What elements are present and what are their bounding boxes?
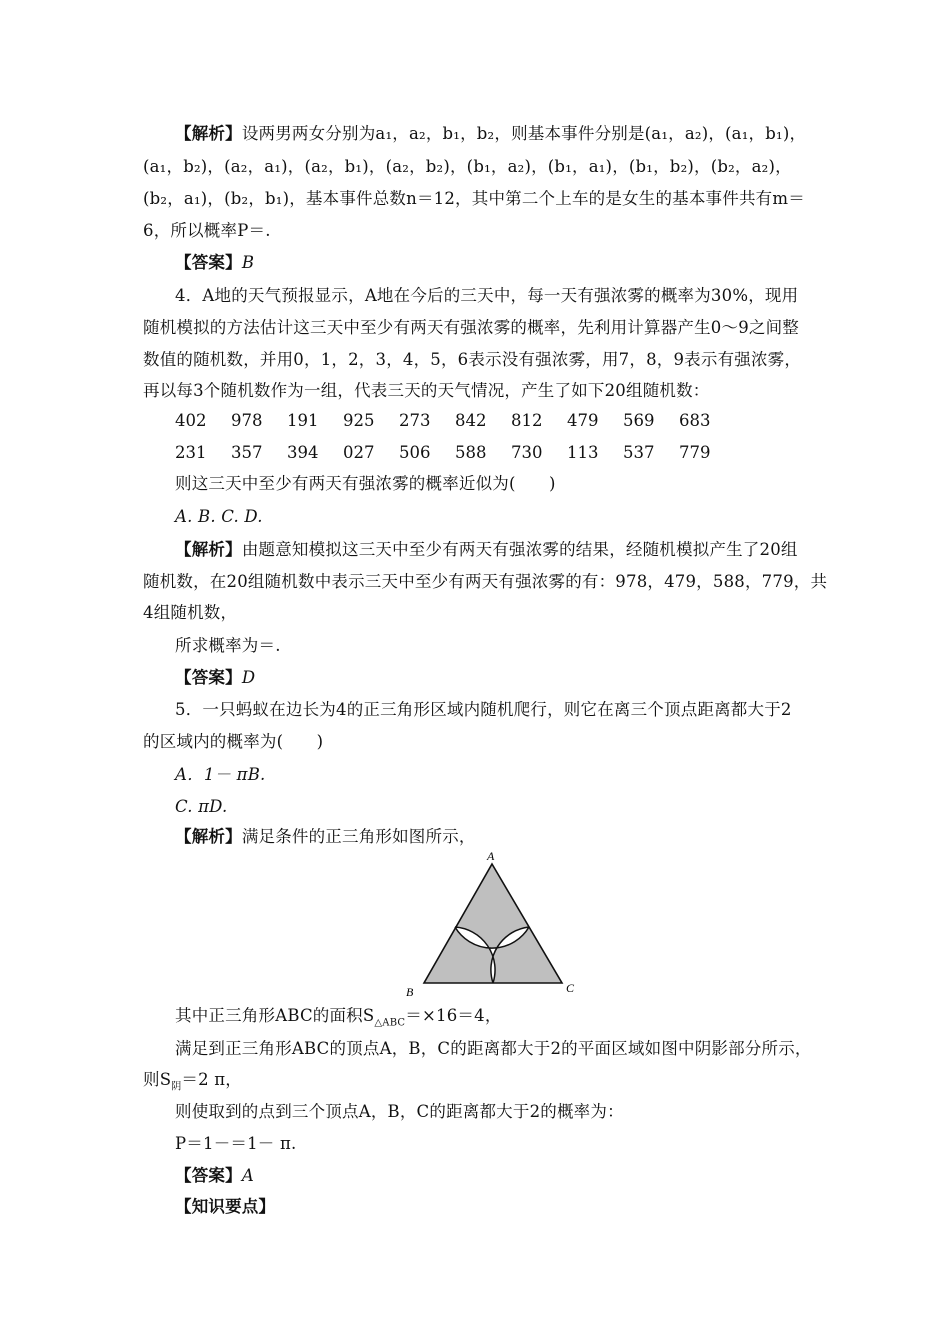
shaded-region [424, 864, 562, 983]
q3-analysis-line-3: (b₂，a₁)，(b₂，b₁)，基本事件总数n＝12，其中第二个上车的是女生的基本事件共有m＝ [143, 189, 805, 208]
q4-analysis-line-2: 随机数，在20组随机数中表示三天中至少有两天有强浓雾的有：978，479，588，779，共 [143, 572, 828, 591]
vertex-label-c: C [566, 981, 575, 995]
answer-label: 【答案】 [175, 253, 242, 272]
answer-label: 【答案】 [175, 1166, 242, 1185]
answer-value: B [241, 253, 255, 272]
analysis-label: 【解析】 [175, 540, 242, 559]
random-number: 479 [567, 411, 599, 430]
q3-answer [175, 248, 855, 278]
random-number: 978 [231, 411, 263, 430]
q5-answer [175, 1161, 855, 1191]
random-number: 113 [567, 443, 599, 462]
vertex-label-b: B [406, 985, 414, 999]
q4-result: 所求概率为＝. [175, 636, 281, 655]
analysis-label: 【解析】 [175, 827, 242, 846]
random-number: 588 [455, 443, 487, 462]
random-numbers-row-1 [175, 406, 735, 436]
triangle-figure [400, 846, 590, 1002]
q3-analysis-line-1: 【解析】设两男两女分别为a₁，a₂，b₁，b₂，则基本事件分别是(a₁，a₂)，(a₁，b₁)， [175, 124, 807, 143]
area-subscript: △ABC [374, 1017, 406, 1029]
q5-options-line-1: A．1－ πB. [175, 765, 266, 784]
random-number: 273 [399, 411, 431, 430]
random-number: 730 [511, 443, 543, 462]
random-number: 925 [343, 411, 375, 430]
q4-stem-line-4: 再以每3个随机数作为一组，代表三天的天气情况，产生了如下20组随机数： [143, 381, 710, 400]
random-number: 842 [455, 411, 487, 430]
q5-shade-area: 则$S_阴=2$ π， [143, 1070, 243, 1093]
q5-shade-line: 满足到正三角形ABC的顶点A，B，C的距离都大于2的平面区域如图中阴影部分所示， [175, 1039, 812, 1058]
answer-label: 【答案】 [175, 668, 242, 687]
q4-question: 则这三天中至少有两天有强浓雾的概率近似为( ) [175, 474, 556, 493]
q4-stem-line-1: 4．A地的天气预报显示，A地在今后的三天中，每一天有强浓雾的概率为30%，现用 [175, 286, 799, 305]
q4-analysis-line-3: 4组随机数， [143, 603, 238, 622]
q3-analysis-line-4: 6，所以概率P＝. [143, 221, 271, 240]
q5-analysis-intro: 【解析】满足条件的正三角形如图所示， [175, 827, 476, 846]
random-number: 231 [175, 443, 207, 462]
q5-stem-line-1: 5．一只蚂蚁在边长为4的正三角形区域内随机爬行，则它在离三个顶点距离都大于2 [175, 700, 792, 719]
random-number: 683 [679, 411, 711, 430]
q4-analysis-line-1: 【解析】由题意知模拟这三天中至少有两天有强浓雾的结果，经随机模拟产生了20组 [175, 540, 798, 559]
random-numbers-row-2 [175, 438, 735, 468]
shade-subscript: 阴 [171, 1081, 182, 1093]
random-number: 537 [623, 443, 655, 462]
q5-area-line: 其中正三角形ABC的面积$S_{\triangle ABC}=\times 16=4$， [175, 1006, 502, 1029]
random-number: 402 [175, 411, 207, 430]
random-number: 394 [287, 443, 319, 462]
q4-answer [175, 663, 855, 693]
q5-prob-line: 则使取到的点到三个顶点A，B，C的距离都大于2的概率为： [175, 1102, 624, 1121]
q5-prob-formula: P＝1－＝1－ π. [175, 1134, 297, 1153]
q4-stem-line-3: 数值的随机数，并用0，1，2，3，4，5，6表示没有强浓雾，用7，8，9表示有强浓雾， [143, 350, 802, 369]
q5-stem-line-2: 的区域内的概率为( ) [143, 732, 324, 751]
q4-stem-line-2: 随机模拟的方法估计这三天中至少有两天有强浓雾的概率，先利用计算器产生0～9之间整 [143, 318, 799, 337]
random-number: 569 [623, 411, 655, 430]
q3-analysis-line-2: (a₁，b₂)，(a₂，a₁)，(a₂，b₁)，(a₂，b₂)，(b₁，a₂)，(b₁，a₁)，(b₁，b₂)，(b₂，a₂)， [143, 157, 792, 176]
q5-options-line-2: C. πD. [175, 797, 228, 816]
random-number: 779 [679, 443, 711, 462]
knowledge-points-heading: 【知识要点】 [175, 1197, 276, 1216]
random-number: 357 [231, 443, 263, 462]
answer-value: D [241, 668, 256, 687]
random-number: 027 [343, 443, 375, 462]
random-number: 506 [399, 443, 431, 462]
random-number: 191 [287, 411, 319, 430]
analysis-label: 【解析】 [175, 124, 242, 143]
random-number: 812 [511, 411, 543, 430]
answer-value: A [241, 1166, 254, 1185]
q4-options: A. B. C. D. [175, 507, 263, 526]
vertex-label-a: A [487, 849, 495, 863]
